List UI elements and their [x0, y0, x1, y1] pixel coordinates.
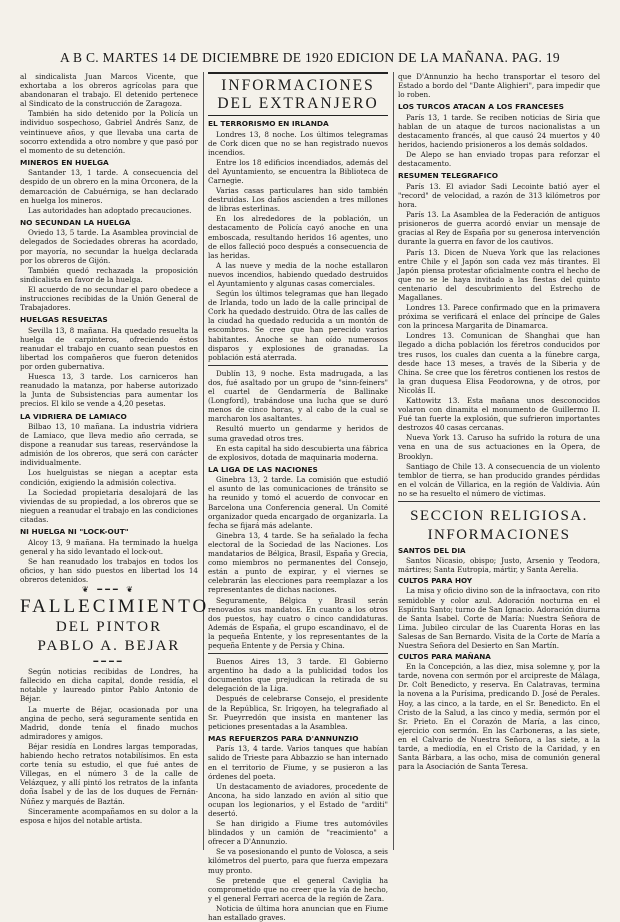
paragraph: La Sociedad propietaria desalojará de las viviendas de su propiedad, a los obreros que se nieguen a reanudar el trabajo en las condiciones citadas. — [20, 487, 198, 524]
paragraph: Nueva York 13. Caruso ha sufrido la rotura de una vena en una de sus actuaciones en la Opera, de Brooklyn. — [398, 433, 600, 461]
paragraph: Se va posesionando el punto de Volosca, a seis kilómetros del puerto, para que fuerza empezara muy pronto. — [208, 847, 388, 875]
headline-liga: LA LIGA DE LAS NACIONES — [208, 464, 318, 474]
paragraph: al sindicalista Juan Marcos Vicente, que exhortaba a los obreros agrícolas para que abandonaran el trabajo. El detenido pertenece al Sindicato de la construcción de Zaragoza. — [20, 72, 198, 109]
headline-refuerzos: MAS REFUERZOS PARA D'ANNUNZIO — [208, 733, 359, 743]
paragraph: Londres 13. Parece confirmado que en la primavera próxima se verificará el enlace del príncipe de Gales con la princesa Margarita de Dinamarca. — [398, 303, 600, 331]
paragraph: En la Concepción, a las diez, misa solemne y, por la tarde, novena con sermón por el arcipreste de Málaga, Dr. Colt Benedicto, y reserva. En Calatravas, termina la novena a la Purísima, predicando D. José de Perales. Hoy, a las cinco, a la tarde, en el Sr. Benedicto. En el Cristo de la Salud, a las cinco y media, sermón por el Sr. Prieto. En el Corazón de María, a las cinco, ejercicio con sermón. En las Carboneras, a las siete, en el Calvario de Nuestra Señora, a las siete, a la tarde, a mediodía, en el Cristo de la Caridad, y en Santa Bárbara, a las ocho, misa de comunión general para la Asociación de Santa Teresa. — [398, 662, 600, 772]
paragraph: Se han reanudado los trabajos en todos los oficios, y han sido puestos en libertad los 14 obreros detenidos. — [20, 556, 198, 584]
ornament-divider: ❦ ━━━ ❦ — [82, 585, 136, 594]
headline-vidriera: LA VIDRIERA DE LAMIACO — [20, 411, 127, 421]
paragraph: Santiago de Chile 13. A consecuencia de un violento temblor de tierra, se han producido grandes pérdidas en el volcán de Villarica, en la región de Valdivia. Aún no se ha resuelto el número de víctimas. — [398, 461, 600, 498]
paragraph: Buenos Aires 13, 3 tarde. El Gobierno argentino ha dado a la publicidad todos los documentos que prejudican la retirada de su delegación de la Liga. — [208, 657, 388, 694]
headline-mineros: MINEROS EN HUELGA — [20, 157, 109, 167]
paragraph: En los alrededores de la población, un destacamento de Policía cayó anoche en una emboscada, resultando heridos 16 agentes, uno de ellos falleció poco después a consecuencia de las heridas. — [208, 214, 388, 260]
paragraph: Londres 13, 8 noche. Los últimos telegramas de Cork dicen que no se han registrado nuevos incendios. — [208, 129, 388, 157]
section-title-extranjero — [208, 72, 388, 116]
paragraph: Resultó muerto un gendarme y heridos de suma gravedad otros tres. — [208, 424, 388, 443]
paragraph: También ha sido detenido por la Policía un individuo sospechoso, Gabriel Andrés Sanz, de veintinueve años, y que llevaba una carta de socorro extendida a otro nombre y que pasó por el momento de su detención. — [20, 109, 198, 155]
paragraph: Un destacamento de aviadores, procedente de Ancona, ha sido lanzado en avión al sitio que ocupan los legionarios, y el Estado de "arditi" desertó. — [208, 781, 388, 818]
paragraph: Se han dirigido a Fiume tres automóviles blindados y un camión de "reacimiento" a ofrecer a D'Annunzio. — [208, 819, 388, 847]
section-title-line2: DEL EXTRANJERO — [217, 95, 379, 112]
paragraph: París 13. La Asamblea de la Federación de antiguos prisioneros de guerra acordó enviar un mensaje de gracias al Rey de España por su generosa intervención durante la guerra en favor de los cautivos. — [398, 210, 600, 247]
article-divider — [208, 365, 388, 366]
headline-resumen: RESUMEN TELEGRAFICO — [398, 171, 499, 181]
paragraph: La misa y oficio divino son de la infraoctava, con rito semidoble y color azul. Adoración nocturna en el Espíritu Santo; turno de San Ignacio. Adoración diurna de Santa Isabel. Corte de María: Nuestra Señora de Lima. Jubileo circular de las Cuarenta Horas en las Salesas de San Bernardo. Visita de la Corte de María a Nuestra Señora del Desierto en San Martín. — [398, 586, 600, 650]
obituary-name: PABLO A. BEJAR — [37, 638, 181, 655]
paragraph: Según noticias recibidas de Londres, ha fallecido en dicha capital, donde residía, el notable y laureado pintor Pablo Antonio de Béjar. — [20, 667, 198, 704]
section-title-religiosa: SECCION RELIGIOSA. — [410, 508, 588, 525]
paragraph: Sevilla 13, 8 mañana. Ha quedado resuelta la huelga de carpinteros, ofreciendo éstos reanudar el trabajo en cuanto sean puestos en libertad los compañeros que fueron detenidos por orden gubernativa. — [20, 325, 198, 372]
section-divider — [398, 501, 600, 502]
paragraph: Ginebra 13, 2 tarde. La comisión que estudió el asunto de las comunicaciones de tránsito se ha reunido y tomó el acuerdo de convocar en Barcelona una Conferencia general. Un Comité organizador queda encargado de organizarla. La fecha se fijará más adelante. — [208, 475, 388, 530]
headline-no-secundan: NO SECUNDAN LA HUELGA — [20, 217, 131, 227]
column-2 — [208, 72, 388, 922]
paragraph: A las nueve y media de la noche estallaron nuevos incendios, habiendo quedado destruidos el Ayuntamiento y algunas casas comerciales. — [208, 260, 388, 288]
paragraph: Huesca 13, 3 tarde. Los carniceros han reanudado la matanza, por haberse autorizado la Junta de Subsistencias para aumentar los precios. El kilo se vende a 4,20 pesetas. — [20, 372, 198, 409]
paragraph: De Alepo se han enviado tropas para reforzar el destacamento. — [398, 150, 600, 169]
headline-irlanda: EL TERRORISMO EN IRLANDA — [208, 119, 329, 128]
column-divider — [393, 72, 394, 850]
paragraph: Después de celebrarse Consejo, el presidente de la República, Sr. Irigoyen, ha telegrafiado al Sr. Pueyrredón que insista en mantener las peticiones presentadas a la Asamblea. — [208, 694, 388, 731]
paragraph: que D'Annunzio ha hecho transportar el tesoro del Estado a bordo del "Dante Alighieri", para impedir que lo roben. — [398, 72, 600, 100]
section-title-informaciones: INFORMACIONES — [427, 527, 571, 544]
obituary-subtitle: DEL PINTOR — [55, 619, 163, 636]
paragraph: Según los últimos telegramas que han llegado de Irlanda, todo un lado de la calle principal de Cork ha quedado destruido. Otra de las calles de la ciudad ha quedado reducida a un montón de escombros. Se cree que han perecido varios habitantes. Anoche se han oído numerosos disparos y explosiones de granadas. La población está aterrada. — [208, 289, 388, 362]
subheading-santos: SANTOS DEL DIA — [398, 546, 466, 556]
headline-huelgas-resueltas: HUELGAS RESUELTAS — [20, 315, 108, 325]
paragraph: Béjar residía en Londres largas temporadas, habiendo hecho retratos notabilísimos. En esta corte tenía su estudio, el que fué antes de Villegas, en el número 3 de la calle de Velázquez, y allí pintó los retratos de la infanta doña Isabel y de las de los duques de Fernán-Núñez y marqués de Baztán. — [20, 741, 198, 806]
column-3 — [398, 72, 600, 852]
paragraph: Dublín 13, 9 noche. Esta madrugada, a las dos, fué asaltado por un grupo de "sinn-feiners" el cuartel de Gendarmería de Ballinake (Longford), trabándose una lucha que se duró menos de cinco horas, y al cabo de la cual se marcharon los asaltantes. — [208, 368, 388, 424]
paragraph: Noticia de última hora anuncian que en Fiume han estallado graves. — [208, 903, 388, 922]
paragraph: Santos Nicasio, obispo; Justo, Arsenio y Teodora, mártires; Santa Eutropia, mártir, y Santa Aerelia. — [398, 556, 600, 575]
obituary-title: FALLECIMIENTO — [20, 596, 210, 618]
paragraph: Londres 13. Comunican de Shanghai que han llegado a dicha población los féretros conducidos por tres rusos, los cuales dan cuenta a la fúnebre carga, desde hace 13 meses, a través de la Siberia y de China. Se cree que los féretros contienen los restos de la gran duquesa Elisa Feodorowna, y de otros, por Nicolás II. — [398, 331, 600, 395]
paragraph: Varias casas particulares han sido también destruidas. Los daños ascienden a tres millones de libras esterlinas. — [208, 186, 388, 214]
headline-turcos: LOS TURCOS ATACAN A LOS FRANCESES — [398, 102, 564, 112]
article-divider — [208, 653, 388, 654]
paragraph: Oviedo 13, 5 tarde. La Asamblea provincial de delegados de Sociedades obreras ha acordado, por mayoría, no secundar la huelga declarada por los obreros de Gijón. — [20, 228, 198, 265]
paragraph: Alcoy 13, 9 mañana. Ha terminado la huelga general y ha sido levantado el lock-out. — [20, 537, 198, 556]
paragraph: Kattowitz 13. Esta mañana unos desconocidos volaron con dinamita el monumento de Guillermo II. Fué tan fuerte la explosión, que sufrieron importantes destrozos 40 casas cercanas. — [398, 396, 600, 433]
paragraph: Los huelguistas se niegan a aceptar esta condición, exigiendo la admisión colectiva. — [20, 468, 198, 487]
paragraph: La muerte de Béjar, ocasionada por una angina de pecho, será seguramente sentida en Madrid, donde tenía el finado muchos admiradores y amigos. — [20, 704, 198, 741]
paragraph: El acuerdo de no secundar el paro obedece a instrucciones recibidas de la Unión General de Trabajadores. — [20, 284, 198, 313]
paragraph: París 13, 4 tarde. Varios tanques que habían salido de Trieste para Abbazzio se han internado en el territorio de Fiume, y se pusieron a las órdenes del poeta. — [208, 744, 388, 781]
paragraph: Sinceramente acompañamos en su dolor a la esposa e hijos del notable artista. — [20, 806, 198, 825]
paragraph: Santander 13, 1 tarde. A consecuencia del despido de un obrero en la mina Orconera, de la demarcación de Cabuérniga, se han declarado en huelga los mineros. — [20, 168, 198, 205]
paragraph: Se pretende que el general Caviglia ha comprometido que no creer que la vía de hecho, y el general Ferrari acerca de la región de Zara. — [208, 875, 388, 903]
subheading-cultos-hoy: CULTOS PARA HOY — [398, 576, 473, 586]
column-1 — [20, 72, 210, 852]
paragraph: Ginebra 13, 4 tarde. Se ha señalado la fecha electoral de la Sociedad de las Naciones. Los mandatarios de Bélgica, Brasil, España y Grecia, como miembros no permanentes del Consejo, están a punto de expirar, y el viernes se celebrarán las elecciones para reemplazar a los representantes de dichas naciones. — [208, 530, 388, 595]
paragraph: Seguramente, Bélgica y Brasil serán renovados sus mandatos. En cuanto a los otros dos puestos, hay cuatro o cinco candidaturas. Además de España, el grupo escandinavo, el de la pequeña Entente, y los representantes de la pequeña Entente y de Persia y China. — [208, 595, 388, 650]
paragraph: Las autoridades han adoptado precauciones. — [28, 205, 192, 215]
paragraph: París 13. Dicen de Nueva York que las relaciones entre Chile y el Japón son cada vez más tirantes. El Japón piensa protestar oficialmente contra el hecho de que no se le haya invitado a las fiestas del quinto centenario del descubrimiento del Estrecho de Magallanes. — [398, 247, 600, 302]
subheading-cultos-manana: CULTOS PARA MAÑANA — [398, 652, 491, 662]
paragraph: En esta capital ha sido descubierta una fábrica de explosivos, dotada de maquinaria moderna. — [208, 443, 388, 462]
ornament-divider: ━━━━ — [93, 657, 125, 667]
column-divider — [203, 72, 204, 850]
paragraph: París 13, 1 tarde. Se reciben noticias de Siria que hablan de un ataque de turcos nacionalistas a un destacamento francés, al que causó 24 muertos y 40 heridos, haciendo prisioneros a los demás soldados. — [398, 112, 600, 150]
paragraph: Bilbao 13, 10 mañana. La industria vidriera de Lamiaco, que lleva medio año cerrada, se dispone a reanudar sus tareas, reservándose la admisión de los obreros, que será con carácter individualmente. — [20, 422, 198, 468]
section-title-line1: INFORMACIONES — [221, 77, 375, 94]
paragraph: Entre los 18 edificios incendiados, además del del Ayuntamiento, se encuentra la Biblioteca de Carnegie. — [208, 157, 388, 185]
paragraph: París 13. El aviador Sadi Lecointe batió ayer el "record" de velocidad, a razón de 313 kilómetros por hora. — [398, 181, 600, 210]
paragraph: También quedó rechazada la proposición sindicalista en favor de la huelga. — [20, 265, 198, 284]
newspaper-masthead: A B C. MARTES 14 DE DICIEMBRE DE 1920 EDICION DE LA MAÑANA. PAG. 19 — [60, 50, 560, 65]
headline-lockout: NI HUELGA NI "LOCK-OUT" — [20, 527, 129, 537]
